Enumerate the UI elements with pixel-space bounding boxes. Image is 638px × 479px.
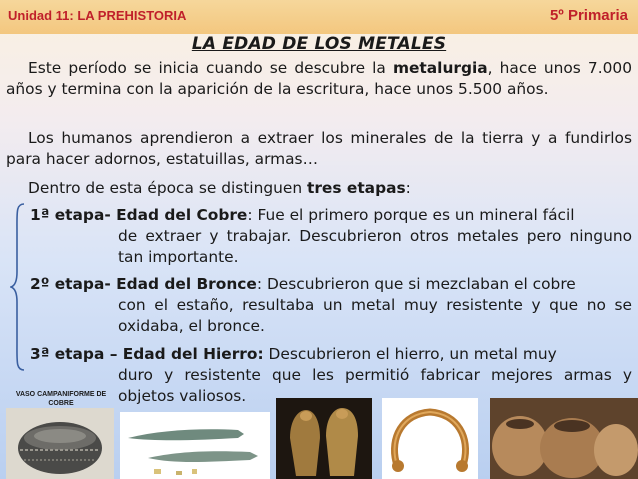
- stage-bronze: [30, 274, 632, 337]
- stages-intro-keyword: tres etapas: [306, 179, 406, 197]
- stage-iron-label: 3ª etapa – Edad del Hierro:: [30, 345, 264, 363]
- stage-iron-text-first: Descubrieron el hierro, un metal muy: [263, 345, 557, 363]
- copper-bell-beaker-image: [6, 408, 114, 479]
- stage-bronze-text-first: : Descubrieron que si mezclaban el cobre: [256, 275, 576, 293]
- curly-brace-icon: [10, 202, 26, 372]
- copper-blades-image: [120, 412, 270, 479]
- unit-label: Unidad 11: LA PREHISTORIA: [8, 8, 187, 23]
- stage-copper-text-first: : Fue el primero porque es un mineral fácil: [247, 206, 575, 224]
- stage-copper-text-rest: de extraer y trabajar. Descubrieron otros metales pero ninguno tan importante.: [118, 227, 632, 266]
- intro-text-c: , hace unos 7.000 años y termina con la aparición de la escritura, hace unos 5.500 años.: [6, 59, 632, 98]
- grade-label: 5º Primaria: [549, 7, 628, 24]
- stage-copper-label: 1ª etapa- Edad del Cobre: [30, 206, 248, 224]
- paragraph-intro: [6, 58, 632, 100]
- stage-bronze-label: 2º etapa- Edad del Bronce: [30, 275, 257, 293]
- stages-intro-text-a: Dentro de esta época se distinguen: [28, 179, 307, 197]
- bronze-torc-image: [382, 398, 478, 479]
- stage-iron-text-rest: duro y resistente que les permitió fabricar mejores armas y objetos valiosos.: [118, 366, 632, 405]
- bronze-figurines-image: [276, 398, 372, 479]
- stage-bronze-text-rest: con el estaño, resultaba un metal muy resistente y que no se oxidaba, el bronce.: [118, 296, 632, 335]
- extraction-text: Los humanos aprendieron a extraer los minerales de la tierra y a fundirlos para hacer adornos, estatuillas, armas…: [6, 129, 632, 168]
- stages-intro-text-c: :: [405, 179, 411, 197]
- page-title: LA EDAD DE LOS METALES: [191, 34, 447, 54]
- paragraph-stages-intro: [6, 178, 632, 199]
- image-caption: VASO CAMPANIFORME DE COBRE: [15, 391, 107, 407]
- paragraph-extraction: [6, 128, 632, 170]
- intro-keyword-metalurgia: metalurgia: [392, 59, 488, 77]
- iron-age-pottery-image: [490, 398, 638, 479]
- stage-copper: [30, 205, 632, 268]
- intro-text-a: Este período se inicia cuando se descubre la: [28, 59, 393, 77]
